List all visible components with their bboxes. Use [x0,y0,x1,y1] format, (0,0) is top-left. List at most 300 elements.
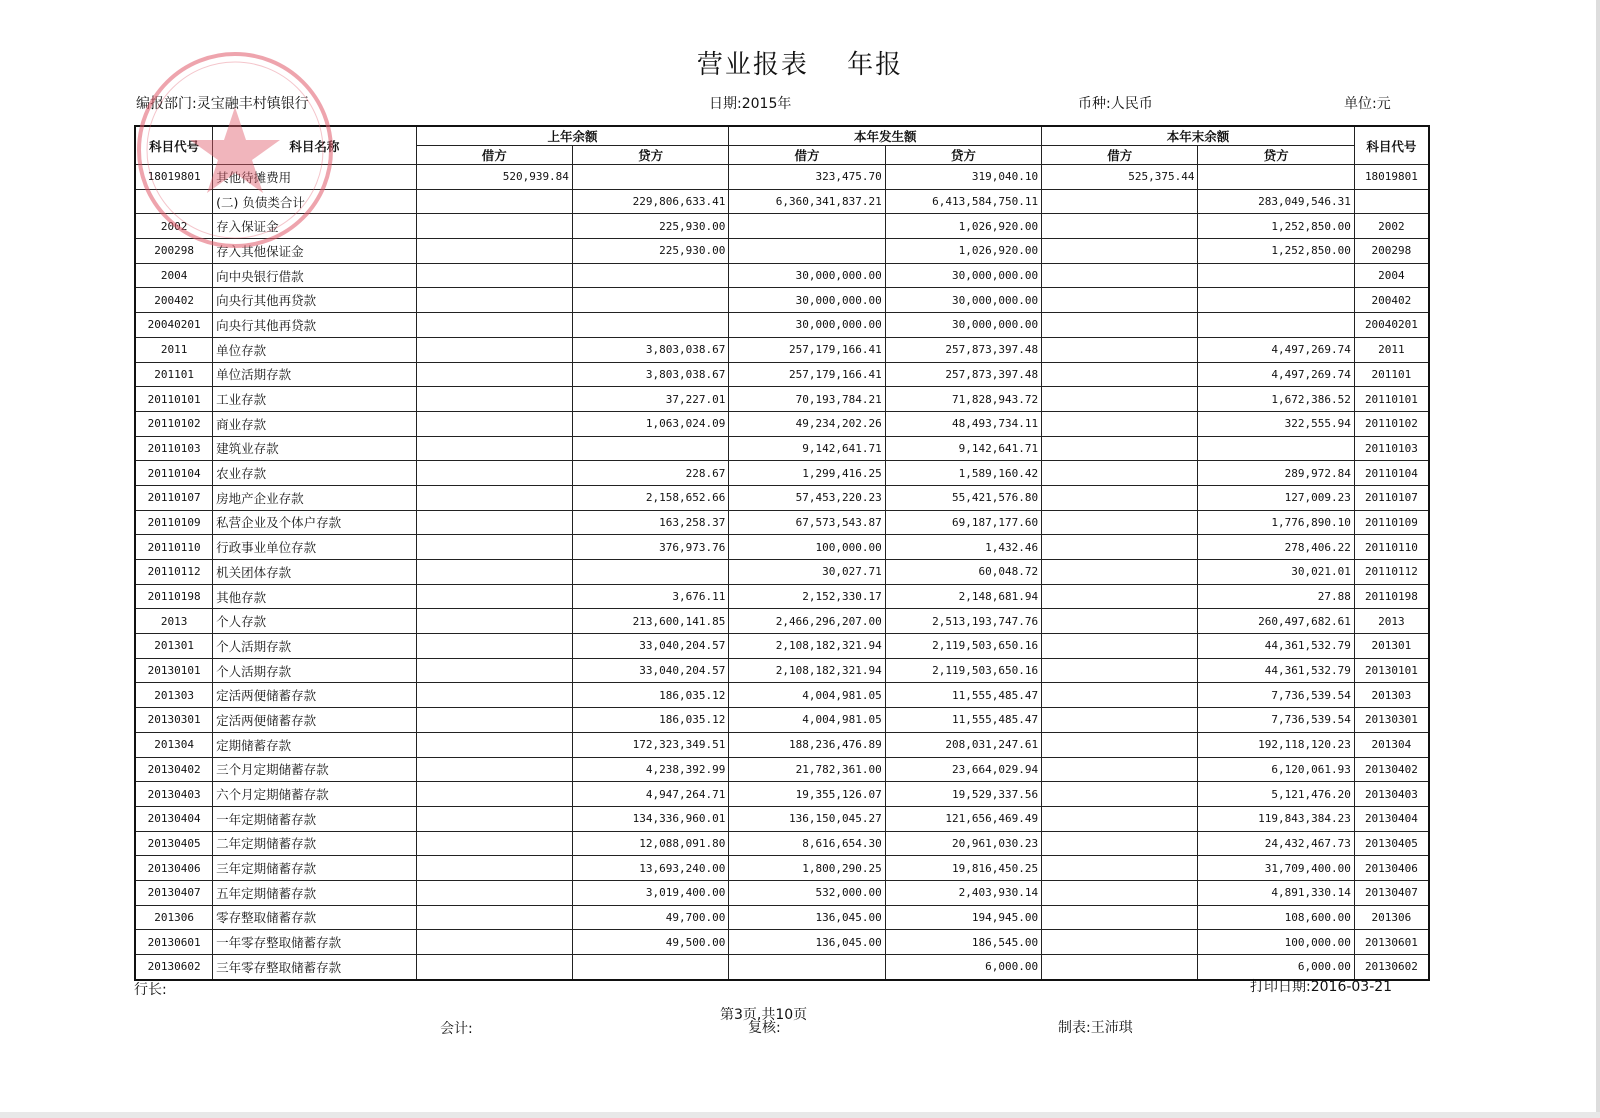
row-end-debit [1042,856,1198,881]
row-name: 其他存款 [213,584,416,609]
row-prev-debit [416,856,572,881]
row-curr-debit [729,214,885,239]
table-row [135,658,1429,683]
row-code: 201301 [135,634,213,659]
scan-bottom-edge [0,1112,1600,1118]
row-curr-debit: 2,152,330.17 [729,584,885,609]
row-code-right: 2002 [1354,214,1429,239]
row-prev-debit [416,732,572,757]
row-name: 私营企业及个体户存款 [213,510,416,535]
table-row [135,930,1429,955]
row-prev-credit: 213,600,141.85 [572,609,728,634]
row-prev-credit [572,313,728,338]
table-row [135,510,1429,535]
row-code-right: 2004 [1354,263,1429,288]
header-end-balance: 本年末余额 [1042,126,1355,146]
header-debit: 借方 [416,146,572,165]
table-row [135,560,1429,585]
row-end-debit [1042,584,1198,609]
row-code: 20130406 [135,856,213,881]
row-prev-debit [416,782,572,807]
table-row [135,313,1429,338]
row-end-debit [1042,683,1198,708]
row-prev-credit: 13,693,240.00 [572,856,728,881]
row-end-debit [1042,535,1198,560]
row-code-right: 20110102 [1354,411,1429,436]
row-end-debit [1042,905,1198,930]
row-prev-credit [572,955,728,980]
row-curr-credit: 257,873,397.48 [885,337,1041,362]
row-end-credit [1198,313,1354,338]
row-end-debit [1042,337,1198,362]
row-curr-credit: 60,048.72 [885,560,1041,585]
table-row [135,535,1429,560]
row-code-right: 201304 [1354,732,1429,757]
header-debit: 借方 [1042,146,1198,165]
row-end-debit [1042,806,1198,831]
row-end-credit [1198,436,1354,461]
header-credit: 贷方 [1198,146,1354,165]
table-row [135,485,1429,510]
table-row [135,683,1429,708]
row-curr-debit: 2,108,182,321.94 [729,634,885,659]
row-end-debit [1042,313,1198,338]
row-curr-debit: 67,573,543.87 [729,510,885,535]
row-curr-credit: 23,664,029.94 [885,757,1041,782]
row-end-credit: 44,361,532.79 [1198,658,1354,683]
row-curr-credit: 48,493,734.11 [885,411,1041,436]
row-end-debit [1042,436,1198,461]
row-prev-credit [572,288,728,313]
table-row [135,757,1429,782]
row-name: 三个月定期储蓄存款 [213,757,416,782]
row-curr-debit: 30,000,000.00 [729,313,885,338]
row-name: 向央行其他再贷款 [213,288,416,313]
row-end-credit: 1,672,386.52 [1198,387,1354,412]
row-end-credit: 27.88 [1198,584,1354,609]
row-name: 二年定期储蓄存款 [213,831,416,856]
row-prev-credit [572,165,728,190]
row-name: 向央行其他再贷款 [213,313,416,338]
row-prev-credit: 1,063,024.09 [572,411,728,436]
row-end-credit: 6,120,061.93 [1198,757,1354,782]
row-code: 20130405 [135,831,213,856]
row-code: 18019801 [135,165,213,190]
row-curr-debit: 136,150,045.27 [729,806,885,831]
row-curr-debit: 2,466,296,207.00 [729,609,885,634]
scan-edge [1596,0,1600,1118]
row-end-credit: 7,736,539.54 [1198,708,1354,733]
row-name: 向中央银行借款 [213,263,416,288]
row-name: 单位存款 [213,337,416,362]
date-label: 日期:2015年 [709,96,792,112]
row-name: 房地产企业存款 [213,485,416,510]
row-prev-debit [416,485,572,510]
row-end-debit [1042,214,1198,239]
row-prev-credit: 37,227.01 [572,387,728,412]
currency-label: 币种:人民币 [1078,96,1153,112]
row-curr-credit: 71,828,943.72 [885,387,1041,412]
row-end-debit [1042,831,1198,856]
row-curr-credit: 6,000.00 [885,955,1041,980]
row-end-credit: 283,049,546.31 [1198,189,1354,214]
row-curr-debit: 100,000.00 [729,535,885,560]
row-curr-credit: 121,656,469.49 [885,806,1041,831]
row-code: 201306 [135,905,213,930]
header-name: 科目名称 [213,126,416,165]
row-curr-credit: 1,026,920.00 [885,214,1041,239]
row-code: 20110109 [135,510,213,535]
header-code-right: 科目代号 [1354,126,1429,165]
row-end-debit [1042,387,1198,412]
row-code-right: 20110107 [1354,485,1429,510]
row-curr-credit: 30,000,000.00 [885,288,1041,313]
row-prev-credit: 225,930.00 [572,239,728,264]
row-end-debit [1042,510,1198,535]
row-end-credit: 192,118,120.23 [1198,732,1354,757]
bank-seal-stamp [130,45,340,255]
row-code: 20130101 [135,658,213,683]
row-curr-credit: 9,142,641.71 [885,436,1041,461]
row-end-debit [1042,263,1198,288]
row-end-credit: 289,972.84 [1198,461,1354,486]
row-name: 其他待摊费用 [213,165,416,190]
row-prev-credit: 12,088,091.80 [572,831,728,856]
row-curr-credit: 1,432.46 [885,535,1041,560]
row-end-credit: 30,021.01 [1198,560,1354,585]
row-end-credit: 31,709,400.00 [1198,856,1354,881]
row-curr-credit: 1,589,160.42 [885,461,1041,486]
row-end-debit [1042,658,1198,683]
maker-label: 制表:王沛琪 [1058,1020,1133,1036]
row-code-right: 20110110 [1354,535,1429,560]
row-code: 20130402 [135,757,213,782]
row-name: 商业存款 [213,411,416,436]
row-name: 五年定期储蓄存款 [213,880,416,905]
review-label: 复核: [748,1020,781,1036]
row-end-credit: 5,121,476.20 [1198,782,1354,807]
row-curr-debit: 19,355,126.07 [729,782,885,807]
row-prev-credit: 376,973.76 [572,535,728,560]
row-code-right: 20110198 [1354,584,1429,609]
report-rows [135,165,1429,980]
row-prev-debit [416,658,572,683]
accountant-label: 会计: [440,1021,473,1037]
row-curr-debit: 323,475.70 [729,165,885,190]
row-prev-credit: 186,035.12 [572,708,728,733]
table-row [135,461,1429,486]
row-code-right: 200298 [1354,239,1429,264]
row-prev-credit: 4,238,392.99 [572,757,728,782]
row-code-right: 20110104 [1354,461,1429,486]
row-code-right: 201301 [1354,634,1429,659]
row-code: 201101 [135,362,213,387]
row-prev-credit [572,560,728,585]
row-prev-debit [416,708,572,733]
row-curr-debit: 6,360,341,837.21 [729,189,885,214]
row-code-right: 20110101 [1354,387,1429,412]
row-curr-credit: 194,945.00 [885,905,1041,930]
row-code-right: 20130402 [1354,757,1429,782]
row-prev-debit [416,288,572,313]
row-name: 行政事业单位存款 [213,535,416,560]
row-code: 201304 [135,732,213,757]
row-curr-debit: 30,000,000.00 [729,288,885,313]
row-prev-credit: 33,040,204.57 [572,658,728,683]
table-row [135,634,1429,659]
row-end-credit [1198,288,1354,313]
row-end-debit [1042,411,1198,436]
row-prev-credit: 229,806,633.41 [572,189,728,214]
row-prev-credit: 3,803,038.67 [572,362,728,387]
row-curr-debit [729,955,885,980]
report-title-main: 营业报表 [696,50,809,80]
row-name: 定活两便储蓄存款 [213,683,416,708]
row-code-right: 20130407 [1354,880,1429,905]
row-curr-credit: 1,026,920.00 [885,239,1041,264]
row-end-credit: 278,406.22 [1198,535,1354,560]
row-name: 三年零存整取储蓄存款 [213,955,416,980]
row-code: 2004 [135,263,213,288]
row-name: 定活两便储蓄存款 [213,708,416,733]
row-end-debit [1042,708,1198,733]
table-row [135,387,1429,412]
row-code: 201303 [135,683,213,708]
row-name: 存入保证金 [213,214,416,239]
row-name: 个人活期存款 [213,634,416,659]
row-name: 三年定期储蓄存款 [213,856,416,881]
row-prev-credit: 33,040,204.57 [572,634,728,659]
table-row [135,436,1429,461]
row-end-credit: 6,000.00 [1198,955,1354,980]
header-code: 科目代号 [135,126,213,165]
row-curr-credit: 19,816,450.25 [885,856,1041,881]
row-code: 20110107 [135,485,213,510]
row-prev-debit [416,337,572,362]
row-prev-debit [416,189,572,214]
row-prev-debit [416,461,572,486]
row-prev-credit: 186,035.12 [572,683,728,708]
row-code-right: 20130404 [1354,806,1429,831]
row-prev-debit [416,510,572,535]
row-curr-credit: 69,187,177.60 [885,510,1041,535]
row-end-debit [1042,609,1198,634]
row-curr-credit: 30,000,000.00 [885,263,1041,288]
row-code: 20130404 [135,806,213,831]
row-code-right: 20040201 [1354,313,1429,338]
row-prev-debit: 520,939.84 [416,165,572,190]
row-prev-debit [416,411,572,436]
row-curr-debit: 136,045.00 [729,930,885,955]
row-end-debit [1042,880,1198,905]
row-prev-credit: 228.67 [572,461,728,486]
row-name: 单位活期存款 [213,362,416,387]
row-code: 200402 [135,288,213,313]
table-row [135,831,1429,856]
row-code-right: 20130406 [1354,856,1429,881]
row-prev-debit [416,609,572,634]
row-end-credit: 4,497,269.74 [1198,362,1354,387]
row-prev-debit [416,831,572,856]
row-code: 20110101 [135,387,213,412]
row-code-right: 20130403 [1354,782,1429,807]
row-prev-debit [416,214,572,239]
header-credit: 贷方 [572,146,728,165]
row-curr-credit: 186,545.00 [885,930,1041,955]
row-curr-debit: 188,236,476.89 [729,732,885,757]
row-code-right: 2013 [1354,609,1429,634]
row-name: 建筑业存款 [213,436,416,461]
row-prev-credit [572,263,728,288]
row-curr-debit: 49,234,202.26 [729,411,885,436]
row-code: 2013 [135,609,213,634]
row-prev-debit [416,955,572,980]
row-end-debit [1042,189,1198,214]
table-row [135,856,1429,881]
row-prev-credit: 163,258.37 [572,510,728,535]
row-prev-debit [416,806,572,831]
row-name: 个人存款 [213,609,416,634]
report-title-sub: 年报 [847,50,904,80]
row-prev-debit [416,584,572,609]
row-code: 20110198 [135,584,213,609]
table-row [135,584,1429,609]
row-curr-debit: 532,000.00 [729,880,885,905]
row-end-credit: 7,736,539.54 [1198,683,1354,708]
row-prev-credit: 49,700.00 [572,905,728,930]
row-name: 一年定期储蓄存款 [213,806,416,831]
row-end-credit: 1,776,890.10 [1198,510,1354,535]
row-curr-credit: 257,873,397.48 [885,362,1041,387]
table-row [135,708,1429,733]
row-code-right: 20130601 [1354,930,1429,955]
unit-label: 单位:元 [1344,96,1391,112]
row-curr-debit: 1,299,416.25 [729,461,885,486]
row-code-right: 20130405 [1354,831,1429,856]
row-end-debit [1042,782,1198,807]
row-prev-debit [416,436,572,461]
row-name: 机关团体存款 [213,560,416,585]
row-name: 一年零存整取储蓄存款 [213,930,416,955]
row-prev-debit [416,313,572,338]
row-code-right [1354,189,1429,214]
row-code-right: 20130301 [1354,708,1429,733]
row-prev-debit [416,263,572,288]
row-code: 20110103 [135,436,213,461]
row-end-debit [1042,930,1198,955]
row-end-credit: 119,843,384.23 [1198,806,1354,831]
row-code: 20110102 [135,411,213,436]
table-row [135,880,1429,905]
row-curr-credit: 11,555,485.47 [885,708,1041,733]
row-prev-credit: 4,947,264.71 [572,782,728,807]
row-curr-credit: 19,529,337.56 [885,782,1041,807]
row-code: 2002 [135,214,213,239]
row-curr-debit: 136,045.00 [729,905,885,930]
table-row [135,337,1429,362]
row-end-credit [1198,165,1354,190]
table-row [135,362,1429,387]
row-prev-debit [416,634,572,659]
row-end-debit [1042,362,1198,387]
row-prev-credit: 3,803,038.67 [572,337,728,362]
row-curr-credit: 30,000,000.00 [885,313,1041,338]
row-curr-credit: 11,555,485.47 [885,683,1041,708]
table-row [135,288,1429,313]
row-code: 200298 [135,239,213,264]
row-prev-debit [416,362,572,387]
row-code: 20130601 [135,930,213,955]
row-prev-debit [416,930,572,955]
row-curr-debit [729,239,885,264]
row-code: 20130602 [135,955,213,980]
row-curr-debit: 257,179,166.41 [729,362,885,387]
president-label: 行长: [134,982,167,998]
row-name: 零存整取储蓄存款 [213,905,416,930]
row-name: 存入其他保证金 [213,239,416,264]
row-curr-debit: 70,193,784.21 [729,387,885,412]
row-curr-debit: 1,800,290.25 [729,856,885,881]
row-end-debit [1042,757,1198,782]
row-end-credit: 100,000.00 [1198,930,1354,955]
row-code-right: 18019801 [1354,165,1429,190]
row-prev-credit: 3,676.11 [572,584,728,609]
row-name: 六个月定期储蓄存款 [213,782,416,807]
table-row [135,732,1429,757]
row-code-right: 20110109 [1354,510,1429,535]
row-code-right: 20130602 [1354,955,1429,980]
row-prev-debit [416,535,572,560]
row-prev-credit: 134,336,960.01 [572,806,728,831]
header-credit: 贷方 [885,146,1041,165]
table-row [135,905,1429,930]
row-end-debit [1042,732,1198,757]
row-code-right: 20110112 [1354,560,1429,585]
row-curr-credit: 2,119,503,650.16 [885,634,1041,659]
row-prev-debit [416,905,572,930]
table-row [135,782,1429,807]
row-end-credit: 4,497,269.74 [1198,337,1354,362]
row-code: 20130407 [135,880,213,905]
row-prev-credit: 3,019,400.00 [572,880,728,905]
page-indicator: 第3页,共10页 [720,1007,808,1023]
row-end-debit [1042,239,1198,264]
row-code: 20130301 [135,708,213,733]
table-row [135,806,1429,831]
row-end-debit: 525,375.44 [1042,165,1198,190]
row-curr-debit: 4,004,981.05 [729,683,885,708]
row-curr-credit: 2,403,930.14 [885,880,1041,905]
row-prev-credit: 225,930.00 [572,214,728,239]
row-end-credit: 44,361,532.79 [1198,634,1354,659]
row-name: 工业存款 [213,387,416,412]
row-prev-debit [416,239,572,264]
row-name: 个人活期存款 [213,658,416,683]
row-code-right: 2011 [1354,337,1429,362]
row-prev-credit: 49,500.00 [572,930,728,955]
row-code: 20040201 [135,313,213,338]
row-end-debit [1042,634,1198,659]
row-name: 定期储蓄存款 [213,732,416,757]
row-prev-debit [416,683,572,708]
row-end-credit: 1,252,850.00 [1198,239,1354,264]
row-end-debit [1042,461,1198,486]
row-code-right: 201101 [1354,362,1429,387]
row-curr-debit: 2,108,182,321.94 [729,658,885,683]
header-curr-amount: 本年发生额 [729,126,1042,146]
row-code: 20110110 [135,535,213,560]
row-end-credit: 4,891,330.14 [1198,880,1354,905]
